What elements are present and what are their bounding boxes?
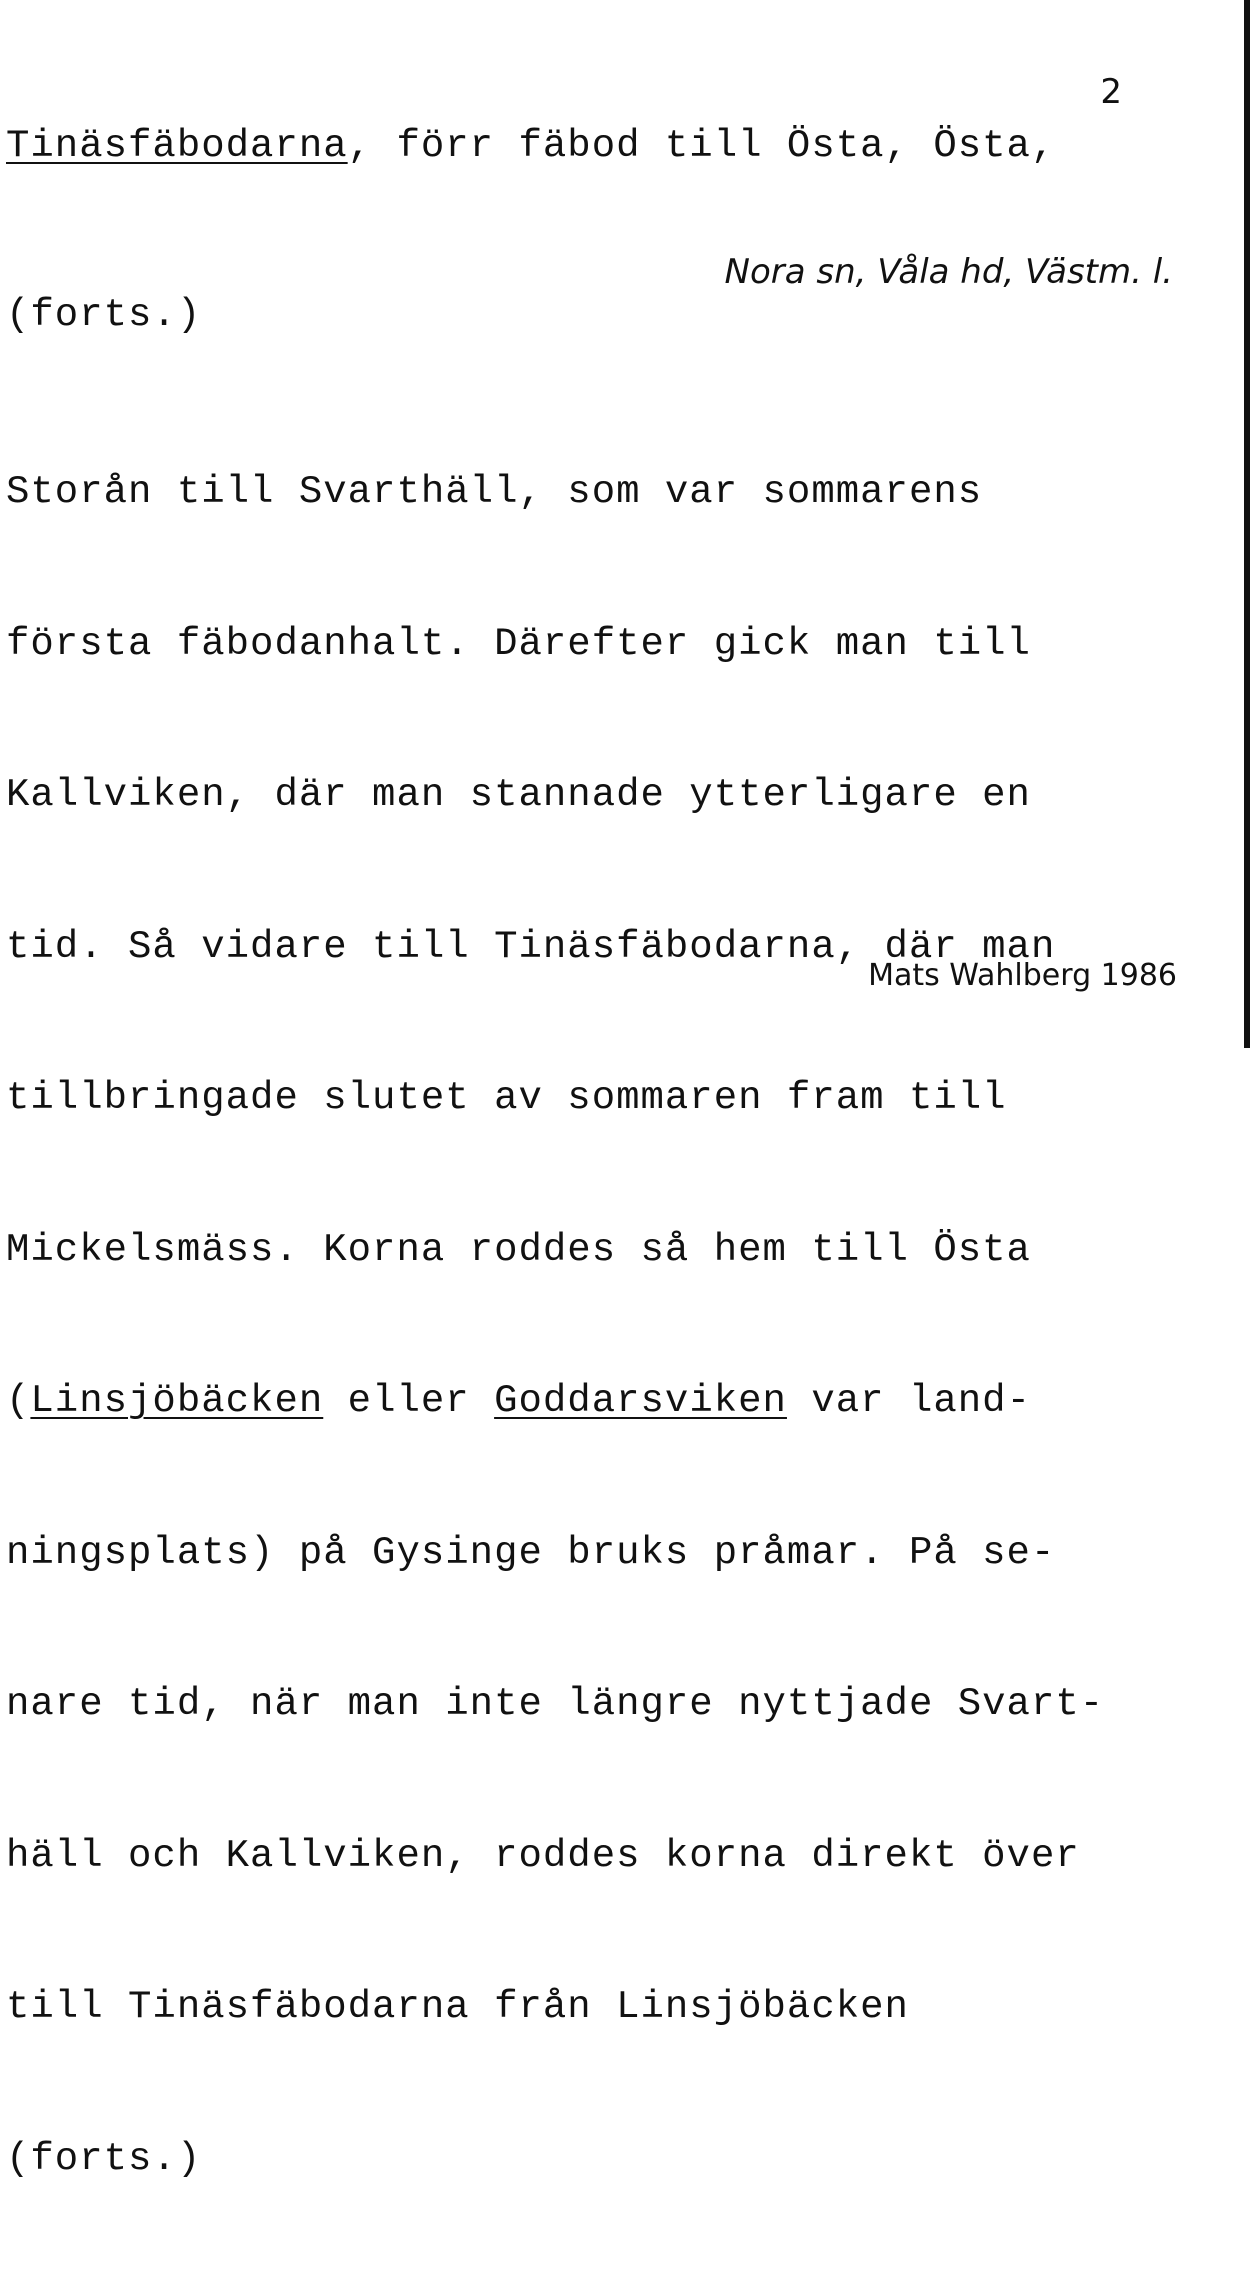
open-paren: (	[6, 1379, 31, 1423]
heading-description: , förr fäbod till Östa, Östa,	[347, 124, 1056, 168]
body-line: nare tid, när man inte längre nyttjade Svart-	[6, 1682, 1105, 1726]
body-line: till Tinäsfäbodarna från Linsjöbäcken	[6, 1985, 909, 2029]
line-ending: var land-	[786, 1379, 1031, 1423]
location-stamp: Nora sn, Våla hd, Västm. l.	[724, 252, 1173, 292]
card-body-text	[6, 366, 1104, 2285]
card-heading	[6, 124, 1055, 168]
body-line: Kallviken, där man stannade ytterligare en	[6, 773, 1031, 817]
continued-label-top: (forts.)	[6, 293, 202, 337]
body-line: tid. Så vidare till Tinäsfäbodarna, där man	[6, 924, 1056, 969]
place-name-linsjobacken: Linsjöbäcken	[30, 1379, 324, 1423]
card-right-edge-divider	[1244, 0, 1250, 1048]
body-line: häll och Kallviken, roddes korna direkt över	[6, 1833, 1080, 1878]
page-number: 2	[1100, 72, 1122, 112]
body-line-landing-places	[6, 1376, 1104, 1427]
body-line: ningsplats) på Gysinge bruks pråmar. På se-	[6, 1530, 1056, 1575]
author-signature: Mats Wahlberg 1986	[868, 958, 1177, 993]
body-line: Storån till Svarthäll, som var sommarens	[6, 470, 983, 514]
connector-text: eller	[323, 1379, 495, 1423]
body-line: tillbringade slutet av sommaren fram till	[6, 1076, 1007, 1120]
body-line: Mickelsmäss. Korna roddes så hem till Östa	[6, 1227, 1031, 1272]
place-name-goddarsviken: Goddarsviken	[494, 1379, 787, 1423]
continued-label-bottom: (forts.)	[6, 2136, 202, 2181]
place-name-heading: Tinäsfäbodarna	[6, 124, 348, 168]
body-line: första fäbodanhalt. Därefter gick man till	[6, 621, 1031, 666]
